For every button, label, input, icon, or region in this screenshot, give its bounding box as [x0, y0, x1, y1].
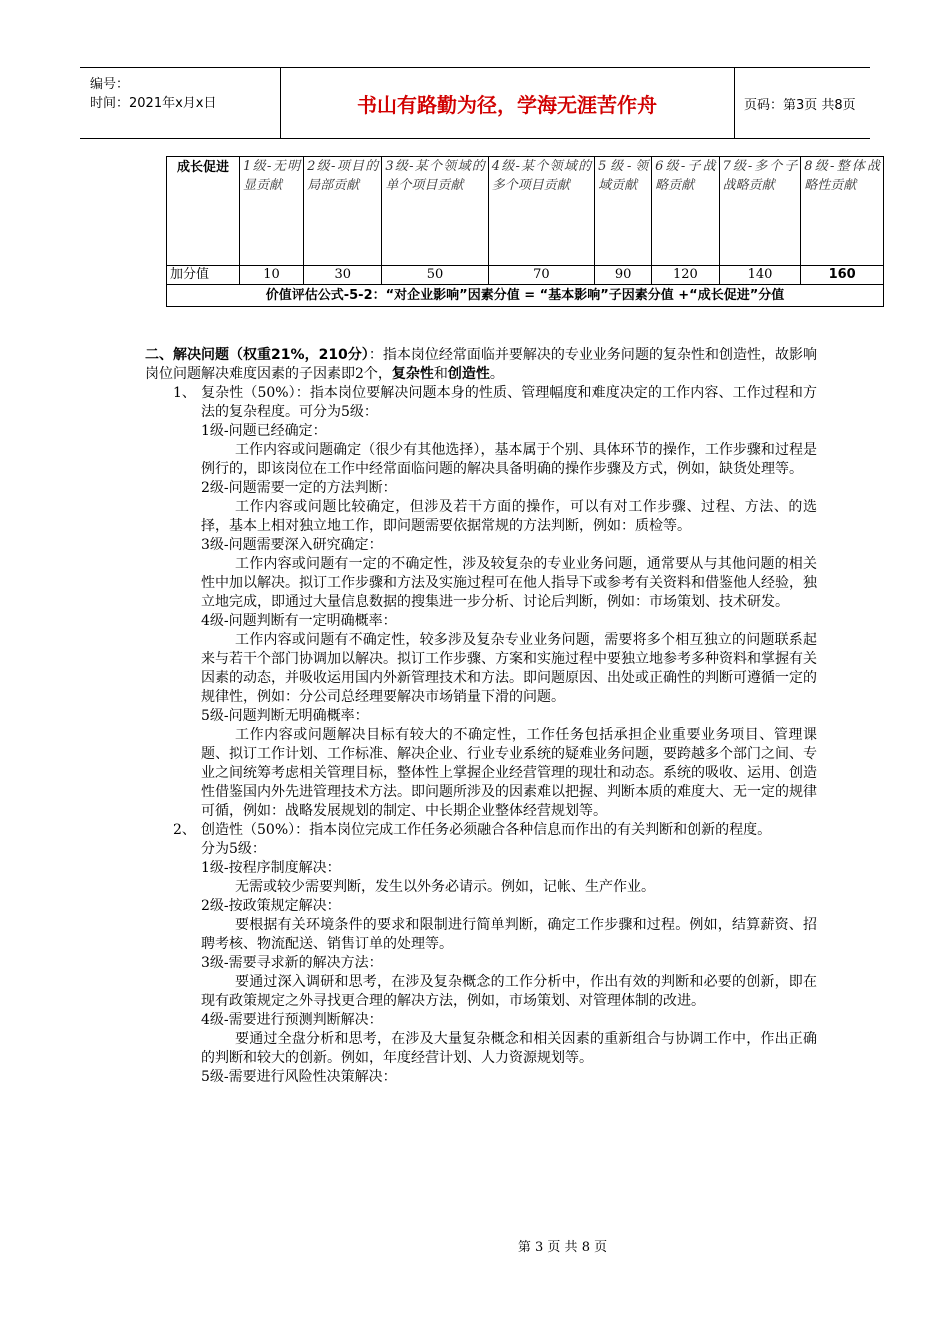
- level-desc: 工作内容或问题比较确定，但涉及若干方面的操作，可以有对工作步骤、过程、方法、的选择，基本上相对独立地工作，即问题需要依据常规的方法判断，例如：质检等。: [201, 499, 817, 534]
- level-desc: 工作内容或问题有不确定性，较多涉及复杂专业业务问题，需要将多个相互独立的问题联系起来与若干个部门协调加以解决。拟订工作步骤、方案和实施过程中要独立地参考多种资料和掌握有关因素的动态，并吸收运用国内外新管理技术和方法。即问题原因、出处或正确性的判断可遵循一定的规律性，例如：分公司总经理要解决市场销量下滑的问题。: [201, 632, 817, 705]
- page-label: 页码：第3页 共8页: [744, 98, 856, 113]
- code-label: 编号：: [90, 77, 130, 92]
- bonus-value: 10: [240, 266, 304, 285]
- section-intro: 二、解决问题（权重21%，210分）：指本岗位经常面临并要解决的专业业务问题的复杂性和创造性，故影响岗位问题解决难度因素的子因素即2个，复杂性和创造性。: [145, 347, 818, 382]
- level-cell: 1级-无明显贡献: [240, 157, 304, 266]
- level-desc: 要通过深入调研和思考，在涉及复杂概念的工作分析中，作出有效的判断和必要的创新，即在现有政策规定之外寻找更合理的解决方法，例如，市场策划、对管理体制的改进。: [201, 974, 817, 1009]
- motto: 书山有路勤为径，学海无涯苦作舟: [280, 68, 735, 138]
- level-cell: 2级-项目的局部贡献: [304, 157, 382, 266]
- section-title: 二、解决问题（权重21%，210分）: [145, 347, 369, 363]
- page-header: [80, 67, 870, 139]
- row-header: 成长促进: [167, 157, 240, 266]
- level-name: 1级-问题已经确定：: [201, 423, 327, 439]
- level-name: 2级-问题需要一定的方法判断：: [201, 480, 397, 496]
- level-desc: 工作内容或问题确定（很少有其他选择），基本属于个别、具体环节的操作，工作步骤和过程是例行的，即该岗位在工作中经常面临问题的解决具备明确的操作步骤及方式，例如，缺货处理等。: [201, 442, 817, 477]
- level-name: 5级-需要进行风险性决策解决：: [201, 1069, 397, 1085]
- level-desc: 要通过全盘分析和思考，在涉及大量复杂概念和相关因素的重新组合与协调工作中，作出正确的判断和较大的创新。例如，年度经营计划、人力资源规划等。: [201, 1031, 817, 1066]
- level-name: 1级-按程序制度解决：: [201, 860, 341, 876]
- item-title: 1、 复杂性（50%）：指本岗位要解决问题本身的性质、管理幅度和难度决定的工作内容、工作过程和方法的复杂程度。可分为5级：: [173, 385, 817, 420]
- bonus-value: 50: [382, 266, 488, 285]
- level-name: 4级-问题判断有一定明确概率：: [201, 613, 397, 629]
- footer-page: 第 3 页 共 8 页: [517, 1240, 608, 1255]
- bonus-value: 160: [801, 266, 884, 285]
- bonus-value: 70: [488, 266, 594, 285]
- formula: 价值评估公式-5-2：“对企业影响”因素分值 = “基本影响”子因素分值 +“成长促进”分值: [167, 285, 884, 307]
- section-body: [145, 346, 817, 1087]
- bonus-value: 140: [719, 266, 801, 285]
- item-subtitle: 分为5级：: [201, 841, 266, 857]
- level-name: 2级-按政策规定解决：: [201, 898, 341, 914]
- level-cell: 4级-某个领域的多个项目贡献: [488, 157, 594, 266]
- level-cell: 3级-某个领域的单个项目贡献: [382, 157, 488, 266]
- item-title: 2、 创造性（50%）：指本岗位完成工作任务必须融合各种信息而作出的有关判断和创新的程度。: [173, 822, 772, 838]
- level-cell: 5级-领域贡献: [595, 157, 652, 266]
- level-desc: 无需或较少需要判断，发生以外务必请示。例如，记帐、生产作业。: [235, 879, 655, 895]
- level-desc: 要根据有关环境条件的要求和限制进行简单判断，确定工作步骤和过程。例如，结算薪资、招聘考核、物流配送、销售订单的处理等。: [201, 917, 817, 952]
- level-name: 5级-问题判断无明确概率：: [201, 708, 369, 724]
- keyword-creativity: 创造性: [447, 366, 490, 382]
- bonus-label: 加分值: [167, 266, 240, 285]
- bonus-value: 120: [652, 266, 720, 285]
- level-name: 3级-问题需要深入研究确定：: [201, 537, 383, 553]
- level-cell: 8级-整体战略性贡献: [801, 157, 884, 266]
- page-footer: [0, 1236, 950, 1255]
- header-meta: [80, 68, 281, 138]
- keyword-complexity: 复杂性: [391, 366, 434, 382]
- growth-table: [166, 156, 884, 307]
- level-desc: 工作内容或问题有一定的不确定性，涉及较复杂的专业业务问题，通常要从与其他问题的相关性中加以解决。拟订工作步骤和方法及实施过程可在他人指导下或参考有关资料和借鉴他人经验，独立地完成，即通过大量信息数据的搜集进一步分析、讨论后判断，例如：市场策划、技术研发。: [201, 556, 817, 610]
- bonus-value: 90: [595, 266, 652, 285]
- date-label: 时间：2021年x月x日: [90, 96, 217, 111]
- level-cell: 6级-子战略贡献: [652, 157, 720, 266]
- level-name: 3级-需要寻求新的解决方法：: [201, 955, 383, 971]
- level-cell: 7级-多个子战略贡献: [719, 157, 801, 266]
- level-desc: 工作内容或问题解决目标有较大的不确定性，工作任务包括承担企业重要业务项目、管理课题、拟订工作计划、工作标准、解决企业、行业专业系统的疑难业务问题，要跨越多个部门之间、专业之间统筹考虑相关管理目标，整体性上掌握企业经营管理的现壮和动态。系统的吸收、运用、创造性借鉴国内外先进管理技术方法。即问题所涉及的因素难以把握、判断本质的难度大、无一定的规律可循，例如：战略发展规划的制定、中长期企业整体经营规划等。: [201, 727, 817, 819]
- level-name: 4级-需要进行预测判断解决：: [201, 1012, 383, 1028]
- bonus-value: 30: [304, 266, 382, 285]
